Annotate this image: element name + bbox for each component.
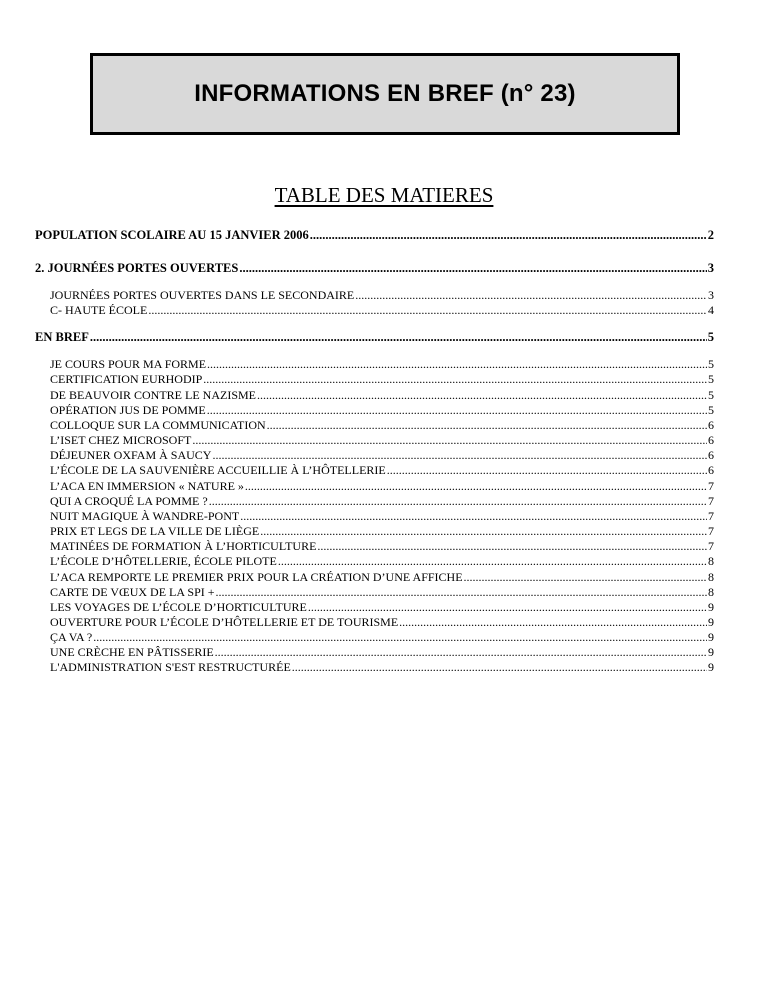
dot-leader <box>267 418 707 433</box>
document-title: INFORMATIONS EN BREF (n° 23) <box>194 80 576 107</box>
dot-leader <box>310 228 707 243</box>
toc-subentry[interactable] <box>35 524 714 539</box>
toc-subentry[interactable] <box>35 509 714 524</box>
toc-entry-label: L’ÉCOLE DE LA SAUVENIÈRE ACCUEILLIE À L’HÔTELLERIE <box>50 463 386 478</box>
dot-leader <box>239 261 706 276</box>
dot-leader <box>215 645 707 660</box>
toc-page-number: 2 <box>707 228 714 242</box>
dot-leader <box>240 509 707 524</box>
dot-leader <box>317 539 707 554</box>
toc-entry-label: NUIT MAGIQUE À WANDRE-PONT <box>50 508 240 523</box>
toc-entry-label: C- HAUTE ÉCOLE <box>50 303 148 318</box>
toc-entry-label: CARTE DE VŒUX DE LA SPI + <box>50 584 215 599</box>
toc-page-number: 7 <box>708 493 714 508</box>
toc-page-number: 7 <box>708 539 714 554</box>
toc-entry-label: UNE CRÈCHE EN PÂTISSERIE <box>50 645 214 660</box>
toc-page-number: 5 <box>708 372 714 387</box>
toc-entry-label: DE BEAUVOIR CONTRE LE NAZISME <box>50 387 256 402</box>
toc-page-number: 3 <box>707 261 714 275</box>
toc-page-number: 6 <box>708 433 714 448</box>
toc-entry-label: POPULATION SCOLAIRE AU 15 JANVIER 2006 <box>35 228 309 242</box>
toc-page-number: 9 <box>708 645 714 660</box>
toc-entry-label: ÇA VA ? <box>50 630 93 645</box>
toc-entry-label: OUVERTURE POUR L’ÉCOLE D’HÔTELLERIE ET DE TOURISME <box>50 614 399 629</box>
toc-subentry[interactable] <box>35 600 714 615</box>
toc-entry-label: MATINÉES DE FORMATION À L’HORTICULTURE <box>50 539 317 554</box>
dot-leader <box>387 463 707 478</box>
dot-leader <box>203 372 707 387</box>
toc-subentry[interactable] <box>35 372 714 387</box>
toc-subentry[interactable] <box>35 585 714 600</box>
toc-entry-label: PRIX ET LEGS DE LA VILLE DE LIÈGE <box>50 524 260 539</box>
toc-page-number: 6 <box>708 417 714 432</box>
toc-subentry[interactable] <box>35 463 714 478</box>
toc-subentry[interactable] <box>35 660 714 675</box>
dot-leader <box>355 288 707 303</box>
toc-page-number: 7 <box>708 508 714 523</box>
toc-entry-label: OPÉRATION JUS DE POMME <box>50 402 206 417</box>
dot-leader <box>308 600 707 615</box>
dot-leader <box>399 615 707 630</box>
toc-page-number: 7 <box>708 524 714 539</box>
dot-leader <box>207 357 707 372</box>
toc-entry-label: JE COURS POUR MA FORME <box>50 357 207 372</box>
toc-entry-label: 2. JOURNÉES PORTES OUVERTES <box>35 261 239 275</box>
dot-leader <box>260 524 707 539</box>
dot-leader <box>207 403 707 418</box>
dot-leader <box>212 448 707 463</box>
toc-subentry[interactable] <box>35 448 714 463</box>
toc-section-entry[interactable] <box>35 330 714 345</box>
toc-page-number: 9 <box>708 630 714 645</box>
toc-page-number: 8 <box>708 569 714 584</box>
dot-leader <box>292 660 707 675</box>
toc-page-number: 3 <box>708 288 714 302</box>
toc-page-number: 5 <box>708 357 714 372</box>
dot-leader <box>93 630 707 645</box>
toc-page-number: 9 <box>708 614 714 629</box>
toc-entry-label: L’ACA REMPORTE LE PREMIER PRIX POUR LA CRÉATION D’UNE AFFICHE <box>50 569 463 584</box>
toc-subentry[interactable] <box>35 645 714 660</box>
toc-entry-label: CERTIFICATION EURHODIP <box>50 372 203 387</box>
toc-heading: TABLE DES MATIERES <box>274 183 494 207</box>
toc-page-number: 4 <box>708 303 714 318</box>
toc-subentry[interactable] <box>35 303 714 318</box>
toc-page-number: 9 <box>708 599 714 614</box>
toc-subentry[interactable] <box>35 433 714 448</box>
toc-subentry[interactable] <box>35 615 714 630</box>
toc-subentry[interactable] <box>35 418 714 433</box>
dot-leader <box>209 494 707 509</box>
toc-subentry[interactable] <box>35 288 714 303</box>
dot-leader <box>245 479 707 494</box>
toc-page-number: 5 <box>708 387 714 402</box>
toc-subentry[interactable] <box>35 570 714 585</box>
toc-entry-label: QUI A CROQUÉ LA POMME ? <box>50 493 208 508</box>
toc-section-entry[interactable] <box>35 228 714 243</box>
toc-subentry[interactable] <box>35 388 714 403</box>
toc-entry-label: L’ISET CHEZ MICROSOFT <box>50 433 192 448</box>
toc-subentry[interactable] <box>35 539 714 554</box>
toc-page-number: 6 <box>708 463 714 478</box>
dot-leader <box>464 570 707 585</box>
toc-entry-label: COLLOQUE SUR LA COMMUNICATION <box>50 417 266 432</box>
toc-entry-label: JOURNÉES PORTES OUVERTES DANS LE SECONDAIRE <box>50 288 355 302</box>
toc-subentry[interactable] <box>35 494 714 509</box>
toc-subentry[interactable] <box>35 630 714 645</box>
toc-page-number: 8 <box>708 584 714 599</box>
toc-page-number: 6 <box>708 448 714 463</box>
toc-entry-label: L’ACA EN IMMERSION « NATURE » <box>50 478 244 493</box>
dot-leader <box>90 330 707 345</box>
dot-leader <box>278 554 707 569</box>
toc-page-number: 5 <box>708 402 714 417</box>
toc-subentry[interactable] <box>35 479 714 494</box>
title-box <box>90 53 680 135</box>
toc-page-number: 7 <box>708 478 714 493</box>
toc-page-number: 5 <box>707 330 714 345</box>
toc-subentry[interactable] <box>35 554 714 569</box>
dot-leader <box>257 388 707 403</box>
dot-leader <box>216 585 707 600</box>
toc-subentry[interactable] <box>35 357 714 372</box>
toc-entry-label: LES VOYAGES DE L’ÉCOLE D’HORTICULTURE <box>50 599 307 614</box>
dot-leader <box>148 303 707 318</box>
toc-subentry[interactable] <box>35 403 714 418</box>
toc-page-number: 8 <box>708 554 714 569</box>
table-of-contents <box>35 228 714 676</box>
toc-section-entry[interactable] <box>35 261 714 276</box>
toc-page-number: 9 <box>708 660 714 675</box>
toc-entry-label: EN BREF <box>35 330 89 345</box>
toc-entry-label: DÉJEUNER OXFAM À SAUCY <box>50 448 212 463</box>
toc-entry-label: L’ÉCOLE D’HÔTELLERIE, ÉCOLE PILOTE <box>50 554 277 569</box>
dot-leader <box>192 433 707 448</box>
toc-entry-label: L'ADMINISTRATION S'EST RESTRUCTURÉE <box>50 660 291 675</box>
